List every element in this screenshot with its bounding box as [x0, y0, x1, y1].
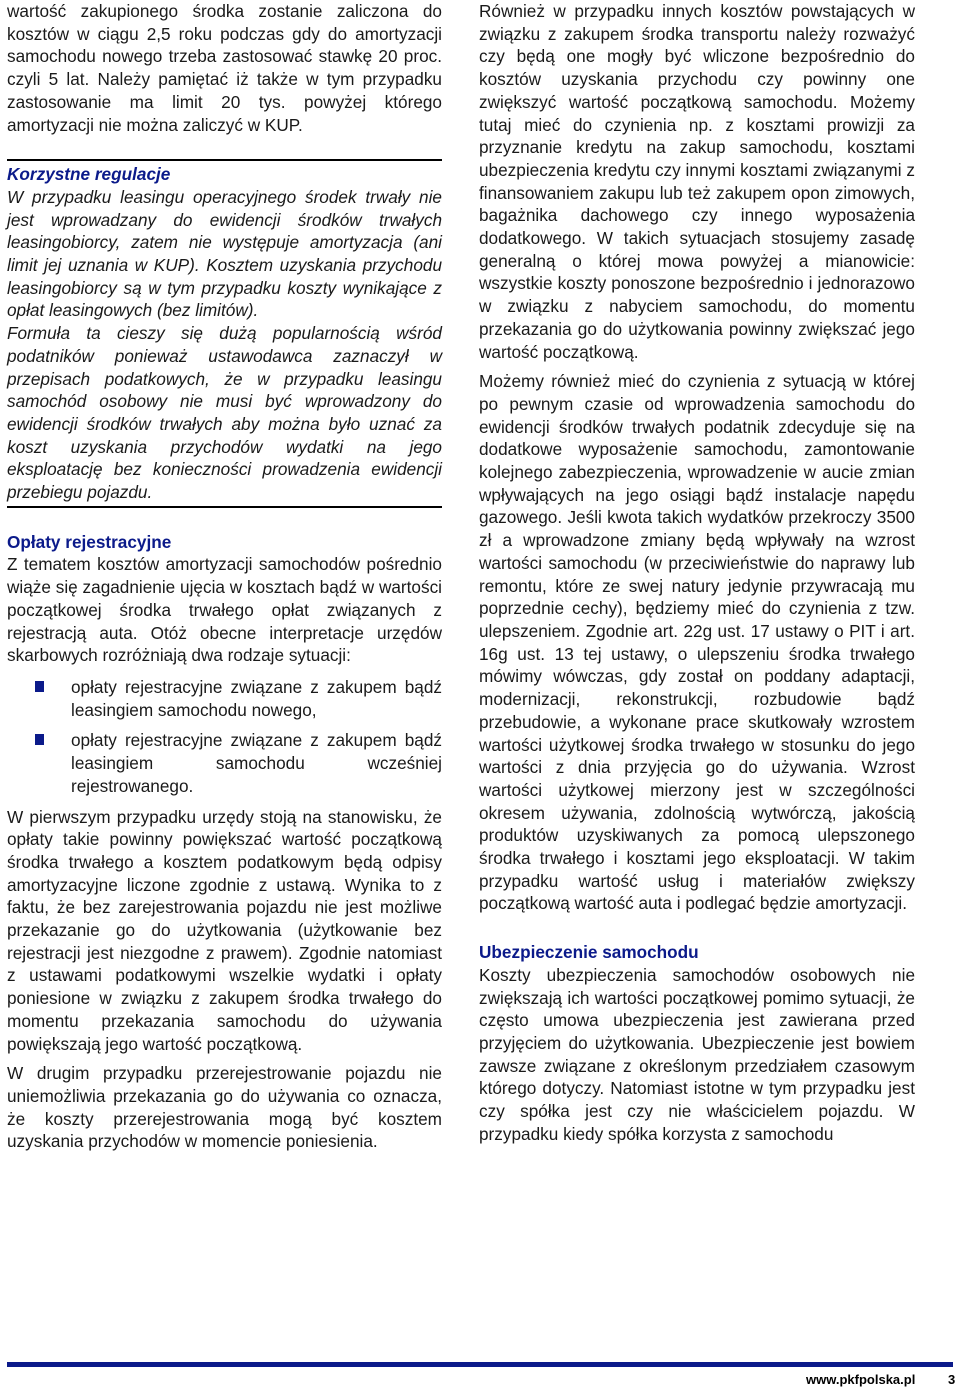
- first-case-paragraph: W pierwszym przypadku urzędy stoją na stanowisku, że opłaty takie powinny powiększać wartość początkową środka trwałego a kosztem podatkowym będą odpisy amortyzacyjne liczone zgodnie z ustawą. Wynika to z faktu, że bez zarejestrowania pojazdu nie jest możliwe przekazanie go do użytkowania (użytkowanie bez rejestracji jest niezgodne z prawem). Zgodnie natomiast z ustawami podatkowymi wszelkie wydatki i opłaty poniesione w związku z zakupem środka trwałego do momentu przekazania samochodu do używania powiększają jego wartość początkową.: [7, 806, 442, 1054]
- box-text-2: Formuła ta cieszy się dużą popularnością wśród podatników ponieważ ustawodawca zaznaczył w przepisach podatkowych, że w przypadku leasingu samochód osobowy nie musi być wprowadzony do ewidencji środków trwałych aby można było uznać za koszt uzyskania przychodów wydatki na jego eksploatację bez konieczności prowadzenia ewidencji przebiegu pojazdu.: [7, 323, 442, 503]
- right-paragraph-1: Również w przypadku innych kosztów powstających w związku z zakupem środka transportu należy rozważyć czy będą one mogły być wliczone bezpośrednio do kosztów uzyskania przychodu czy powinny one zwiększyć wartość początkową samochodu. Możemy tutaj mieć do czynienia np. z kosztami prowizji za przyznanie kredytu na zakup samochodu, kosztami ubezpieczenia kredytu czy innymi kosztami związanymi z finansowaniem zakupu lub też zakupem opon zimowych, bagażnika dachowego czy innego wyposażenia dodatkowego. W takich sytuacjach stosujemy zasadę generalną o której mowa powyżej a mianowicie: wszystkie koszty ponoszone bezpośrednio i jednorazowo w związku z nabyciem samochodu, do momentu przekazania go do użytkowania powinny zwiększać jego wartość początkową.: [479, 1, 915, 362]
- list-item: [7, 676, 442, 721]
- list-item-text: opłaty rejestracyjne związane z zakupem bądź leasingiem samochodu wcześniej rejestrowanego.: [71, 730, 442, 796]
- list-item-text: opłaty rejestracyjne związane z zakupem bądź leasingiem samochodu nowego,: [71, 676, 442, 720]
- right-paragraph-3: Koszty ubezpieczenia samochodów osobowych nie zwiększają ich wartości początkowej pomimo sytuacji, że często umowa ubezpieczenia jest zawierana przed przyjęciem do użytkowania. Ubezpieczenie jest bowiem zawsze związane z określonym przedziałem czasowym którego dotyczy. Natomiast istotne w tym przypadku jest czy spółka jest czy nie właścicielem pojazdu. W przypadku kiedy spółka korzysta z samochodu: [479, 964, 915, 1144]
- right-column: [479, 0, 915, 1145]
- list-item: [7, 729, 442, 797]
- second-case-paragraph: W drugim przypadku przerejestrowanie pojazdu nie uniemożliwia przekazania go do używania co oznacza, że koszty przerejestrowania mogą być kosztem uzyskania przychodów w momencie poniesienia.: [7, 1063, 442, 1152]
- bullet-square-icon: [35, 734, 44, 745]
- box-heading: Korzystne regulacje: [7, 164, 171, 185]
- footer-url-link[interactable]: www.pkfpolska.pl: [806, 1372, 916, 1387]
- bullet-list: [7, 676, 442, 798]
- right-paragraph-2: Możemy również mieć do czynienia z sytuacją w której po pewnym czasie od wprowadzenia samochodu do ewidencji środków trwałych podatnik zdecyduje się na dodatkowe wyposażenie samochodu, zamontowanie kolejnego zabezpieczenia, wprowadzenie w aucie zmian wpływających na jego osiągi bądź instalacje napędu gazowego. Jeśli kwota takich wydatków przekroczy 3500 zł a wprowadzone zmiany będą wpływały na wzrost wartości samochodu (w przeciwieństwie do naprawy lub remontu, które ze swej natury jedynie przywracają mu poprzednie cechy), będziemy mieć do czynienia z tzw. ulepszeniem. Zgodnie art. 22g ust. 17 ustawy o PIT i art. 16g ust. 13 tej ustawy, o ulepszeniu środka trwałego mówimy wówczas, gdy został on poddany adaptacji, modernizacji, rekonstrukcji, rozbudowie bądź przebudowie, a wykonane prace skutkowały wzrostem wartości użytkowej środka trwałego w stosunku do jego wartości z dnia przyjęcia go do używania. Wzrost wartości użytkowej mierzony jest w szczególności okresem używania, zdolnością wytwórczą, jakością produktów uzyskiwanych za pomocą ulepszonego środka trwałego i kosztami jego eksploatacji. W takim przypadku wartość usług i materiałów zwiększy początkową wartość auta i podlegać będzie amortyzacji.: [479, 371, 915, 914]
- page-number: 3: [948, 1372, 956, 1387]
- intro-paragraph: wartość zakupionego środka zostanie zaliczona do kosztów w ciągu 2,5 roku podczas gdy do amortyzacji samochodu nowego trzeba zastosować stawkę 20 proc. czyli 5 lat. Należy pamiętać iż także w tym przypadku zastosowanie ma limit 20 tys. powyżej którego amortyzacji nie można zaliczyć w KUP.: [7, 1, 442, 135]
- left-column: [7, 0, 442, 1153]
- footer-rule: [7, 1362, 953, 1367]
- box-top-rule: [7, 159, 442, 161]
- section-heading-registration: Opłaty rejestracyjne: [7, 531, 172, 552]
- section-heading-insurance: Ubezpieczenie samochodu: [479, 942, 699, 963]
- box-bottom-rule: [7, 506, 442, 508]
- bullet-square-icon: [35, 681, 44, 692]
- registration-paragraph: Z tematem kosztów amortyzacji samochodów pośrednio wiąże się zagadnienie ujęcia w kosztach bądź w wartości początkowej środka trwałego opłat związanych z rejestracją auta. Otóż obecne interpretacje urzędów skarbowych rozróżniają dwa rodzaje sytuacji:: [7, 554, 442, 666]
- box-text-1: W przypadku leasingu operacyjnego środek trwały nie jest wprowadzany do ewidencji środków trwałych leasingobiorcy, zatem nie występuje amortyzacja (ani limit jej uznania w KUP). Kosztem uzyskania przychodu leasingobiorcy są w tym przypadku koszty wynikające z opłat leasingowych (bez limitów).: [7, 186, 442, 321]
- highlight-box: [7, 163, 442, 504]
